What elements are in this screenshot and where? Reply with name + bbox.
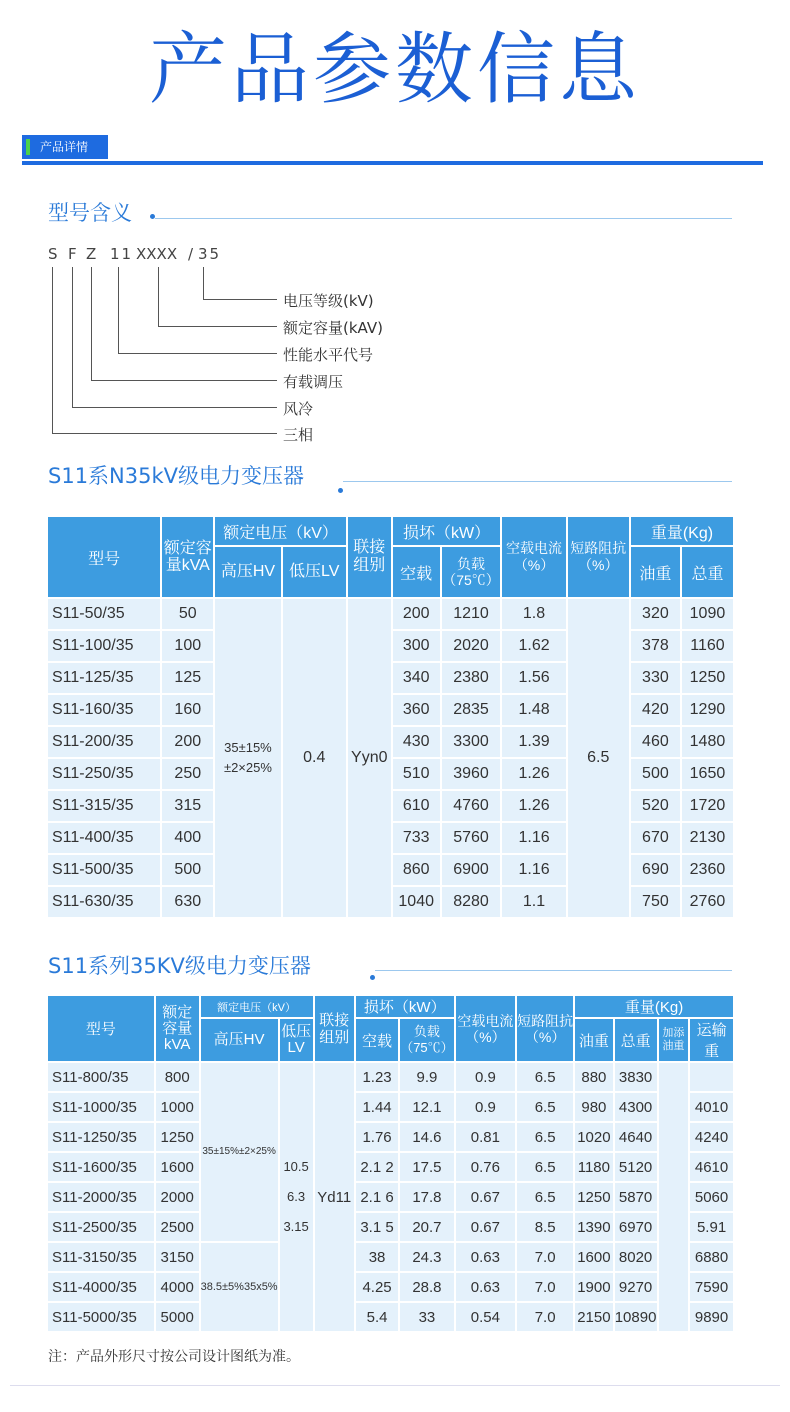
table-cell: 2760 [682,887,733,917]
table-cell: 733 [393,823,440,853]
table-cell: S11-100/35 [48,631,160,661]
table-cell: 300 [393,631,440,661]
th-no-load-current: 空载电流（%） [502,517,565,597]
table-cell: 28.8 [400,1273,453,1301]
th-no-load: 空载 [393,547,440,597]
code-voltage: 35 [198,245,222,263]
th-load: 负载（75℃） [442,547,501,597]
table-cell: 14.6 [400,1123,453,1151]
connector-line [52,433,277,434]
table-cell: S11-1600/35 [48,1153,154,1181]
th-lv: 低压LV [280,1019,313,1061]
table-cell: S11-125/35 [48,663,160,693]
table-cell: 38 [356,1243,398,1271]
table-cell: 1.56 [502,663,565,693]
table-cell: 2380 [442,663,501,693]
table-cell: 1.39 [502,727,565,757]
table-cell: 420 [631,695,680,725]
table-cell-hv-b: 38.5±5%35x5% [201,1243,278,1331]
table-cell: 4610 [690,1153,733,1181]
table-cell: S11-160/35 [48,695,160,725]
table-cell: 5120 [615,1153,657,1181]
table-cell-hv [215,599,280,917]
table-cell: 2150 [575,1303,612,1331]
table-cell: 1.16 [502,823,565,853]
table-cell: 2360 [682,855,733,885]
th-total-weight: 总重 [682,547,733,597]
table-cell: S11-2500/35 [48,1213,154,1241]
connector-line [52,267,53,433]
page-title: 产品参数信息 [148,25,641,115]
code-z: Z [86,245,99,263]
title-divider [343,481,732,482]
table-cell: 0.54 [456,1303,516,1331]
th-no-load-current: 空载电流（%） [456,996,516,1061]
hv-value-line-2: ±2×25% [223,760,272,775]
connector-line [203,267,204,299]
footnote: 注：产品外形尺寸按公司设计图纸为准。 [48,1349,300,1365]
table-cell: 0.76 [456,1153,516,1181]
code-level: 11 [110,245,134,263]
table-cell-lv: 10.5 6.3 3.15 [280,1063,313,1331]
table-cell: 20.7 [400,1213,453,1241]
th-weight: 重量(Kg) [631,517,733,545]
table-cell: 250 [162,759,213,789]
th-hv: 高压HV [201,1019,278,1061]
table-cell [690,1063,733,1091]
table-cell: 17.8 [400,1183,453,1211]
table-cell: 460 [631,727,680,757]
table1 [46,515,735,919]
table2 [46,994,735,1333]
table-cell: S11-500/35 [48,855,160,885]
title-divider [375,970,732,971]
legend-air-cooled: 风冷 [283,400,314,418]
table-cell: 1.48 [502,695,565,725]
table-cell: 1.23 [356,1063,398,1091]
table-cell: 6880 [690,1243,733,1271]
table-cell: 340 [393,663,440,693]
table-cell: 2835 [442,695,501,725]
table-cell: 4000 [156,1273,199,1301]
table-cell: 9.9 [400,1063,453,1091]
table-cell: 2000 [156,1183,199,1211]
table-cell: 360 [393,695,440,725]
connector-line [158,267,159,326]
table-cell-impedance: 6.5 [568,599,629,917]
table-cell: 5060 [690,1183,733,1211]
table-cell: 4300 [615,1093,657,1121]
table-cell: 125 [162,663,213,693]
legend-rated-capacity: 额定容量(kAV) [283,319,383,337]
table-cell: 8.5 [517,1213,573,1241]
table-cell: 1250 [156,1123,199,1151]
table-cell: 750 [631,887,680,917]
table-cell: 1250 [682,663,733,693]
table-cell: S11-50/35 [48,599,160,629]
table-cell: 1.44 [356,1093,398,1121]
th-oil-weight: 油重 [575,1019,612,1061]
th-impedance: 短路阻抗（%） [517,996,573,1061]
table-cell: 1.26 [502,759,565,789]
table-cell: 6.5 [517,1153,573,1181]
th-group: 联接组别 [348,517,391,597]
table-cell: 6900 [442,855,501,885]
table-cell: 1.62 [502,631,565,661]
table-cell: 4640 [615,1123,657,1151]
footer-divider [10,1385,780,1386]
legend-three-phase: 三相 [283,426,314,444]
table-cell: 4240 [690,1123,733,1151]
table-cell: 0.63 [456,1243,516,1271]
table-cell-group: Yyn0 [348,599,391,917]
table-cell: 200 [162,727,213,757]
table-cell: 1.16 [502,855,565,885]
table-cell: 24.3 [400,1243,453,1271]
th-group: 联接组别 [315,996,354,1061]
table-cell: S11-250/35 [48,759,160,789]
table-cell: 1040 [393,887,440,917]
table-cell: 2020 [442,631,501,661]
table-cell-group: Yd11 [315,1063,354,1331]
th-added-oil: 加添油重 [659,1019,689,1061]
table-cell-lv: 0.4 [283,599,346,917]
th-impedance: 短路阻抗（%） [568,517,629,597]
table-cell: 3150 [156,1243,199,1271]
table-cell: 1020 [575,1123,612,1151]
table-cell: S11-1000/35 [48,1093,154,1121]
table-cell: 200 [393,599,440,629]
table-cell: 4.25 [356,1273,398,1301]
table-cell: 1290 [682,695,733,725]
table-cell: 0.81 [456,1123,516,1151]
legend-voltage-level: 电压等级(kV) [283,292,374,310]
table-cell: 5000 [156,1303,199,1331]
table-cell: 6.5 [517,1063,573,1091]
table-cell: 3.1 5 [356,1213,398,1241]
table-cell: 315 [162,791,213,821]
table-cell: 1160 [682,631,733,661]
table-cell: 2500 [156,1213,199,1241]
table-cell: 1000 [156,1093,199,1121]
table-cell: 1.76 [356,1123,398,1151]
th-capacity: 额定容量kVA [156,996,199,1061]
table-cell: 0.9 [456,1063,516,1091]
table-cell: 378 [631,631,680,661]
connector-line [203,299,277,300]
table-cell: S11-1250/35 [48,1123,154,1151]
table-cell: S11-2000/35 [48,1183,154,1211]
table-cell: 500 [631,759,680,789]
code-f: F [68,245,79,263]
connector-line [118,267,119,353]
connector-line [91,380,277,381]
table-cell: 880 [575,1063,612,1091]
th-loss: 损坏（kW） [393,517,501,545]
table-cell: 17.5 [400,1153,453,1181]
table-cell: 0.67 [456,1183,516,1211]
table-cell: S11-400/35 [48,823,160,853]
th-capacity: 额定容量kVA [162,517,213,597]
table-cell: 1600 [575,1243,612,1271]
th-weight: 重量(Kg) [575,996,733,1017]
th-loss: 损坏（kW） [356,996,454,1017]
table-cell: 520 [631,791,680,821]
table-cell: 320 [631,599,680,629]
table-cell: 670 [631,823,680,853]
th-model: 型号 [48,996,154,1061]
th-transport-weight: 运输重 [690,1019,733,1061]
table-cell: 430 [393,727,440,757]
th-model: 型号 [48,517,160,597]
table-cell-added-oil [659,1063,689,1331]
table-cell: 0.9 [456,1093,516,1121]
table-cell: 6.5 [517,1093,573,1121]
table-cell: 7.0 [517,1303,573,1331]
table-cell: 9270 [615,1273,657,1301]
table1-title: S11系N35kV级电力变压器 [48,464,305,488]
title-dot-icon [370,975,375,980]
th-rated-voltage: 额定电压（kV） [215,517,346,545]
th-lv: 低压LV [283,547,346,597]
table-cell: 6970 [615,1213,657,1241]
table-cell-hv-a: 35±15%±2×25% [201,1063,278,1241]
table-cell: 5.91 [690,1213,733,1241]
table-cell: 1480 [682,727,733,757]
table-cell: 3960 [442,759,501,789]
table-cell: 2130 [682,823,733,853]
code-capacity: XXXX [136,245,178,263]
table-cell: 1.8 [502,599,565,629]
table-cell: 330 [631,663,680,693]
table-cell: 12.1 [400,1093,453,1121]
table-cell: S11-800/35 [48,1063,154,1091]
table-cell: 7.0 [517,1273,573,1301]
table-cell: 1600 [156,1153,199,1181]
table-cell: 1090 [682,599,733,629]
hv-value-line-1: 35±15% [224,740,272,755]
table-cell: S11-4000/35 [48,1273,154,1301]
table-cell: 3300 [442,727,501,757]
table2-title: S11系列35KV级电力变压器 [48,954,311,978]
table-cell: 2.1 6 [356,1183,398,1211]
table-cell: 1390 [575,1213,612,1241]
table-cell: 100 [162,631,213,661]
th-no-load: 空载 [356,1019,398,1061]
table-cell: 0.63 [456,1273,516,1301]
table-cell: S11-3150/35 [48,1243,154,1271]
table-cell: 1210 [442,599,501,629]
title-divider [155,218,732,219]
table-cell: 5870 [615,1183,657,1211]
connector-line [91,267,92,380]
table-cell: 8280 [442,887,501,917]
table-cell: 7.0 [517,1243,573,1271]
table-cell: 50 [162,599,213,629]
table-cell: 980 [575,1093,612,1121]
th-hv: 高压HV [215,547,280,597]
table-cell: 1720 [682,791,733,821]
table-cell: 1.1 [502,887,565,917]
model-meaning-title: 型号含义 [48,201,132,225]
table-cell: 1.26 [502,791,565,821]
table-cell: 510 [393,759,440,789]
th-rated-voltage: 额定电压（kV） [201,996,313,1017]
table-cell: S11-200/35 [48,727,160,757]
table-cell: 4010 [690,1093,733,1121]
table-cell: 10890 [615,1303,657,1331]
legend-on-load-tap: 有载调压 [283,373,344,391]
table-cell: 2.1 2 [356,1153,398,1181]
table-cell: 1900 [575,1273,612,1301]
table-cell: 160 [162,695,213,725]
connector-line [72,267,73,407]
legend-performance-code: 性能水平代号 [283,346,374,364]
table-cell: 5.4 [356,1303,398,1331]
table-cell: 400 [162,823,213,853]
connector-line [118,353,277,354]
table-cell: 1180 [575,1153,612,1181]
table-cell: 1650 [682,759,733,789]
table-cell: 630 [162,887,213,917]
table-cell: 800 [156,1063,199,1091]
code-s: S [48,245,60,263]
tab-bar [22,135,763,165]
table-cell: S11-315/35 [48,791,160,821]
table-cell: S11-630/35 [48,887,160,917]
connector-line [158,326,277,327]
title-dot-icon [338,488,343,493]
table-cell: 33 [400,1303,453,1331]
th-load: 负载（75℃） [400,1019,453,1061]
table-cell: 610 [393,791,440,821]
th-total-weight: 总重 [615,1019,657,1061]
table-cell: 7590 [690,1273,733,1301]
table-cell: 1250 [575,1183,612,1211]
table-cell: 690 [631,855,680,885]
table-cell: 4760 [442,791,501,821]
table-cell: 500 [162,855,213,885]
table-cell: 9890 [690,1303,733,1331]
connector-line [72,407,277,408]
table-cell: 860 [393,855,440,885]
table-cell: S11-5000/35 [48,1303,154,1331]
table-cell: 8020 [615,1243,657,1271]
table-cell: 6.5 [517,1183,573,1211]
table-cell: 5760 [442,823,501,853]
th-oil-weight: 油重 [631,547,680,597]
tab-product-details[interactable]: 产品详情 [22,135,108,159]
table-cell: 6.5 [517,1123,573,1151]
table-cell: 0.67 [456,1213,516,1241]
table-cell: 3830 [615,1063,657,1091]
code-slash: / [188,245,196,263]
